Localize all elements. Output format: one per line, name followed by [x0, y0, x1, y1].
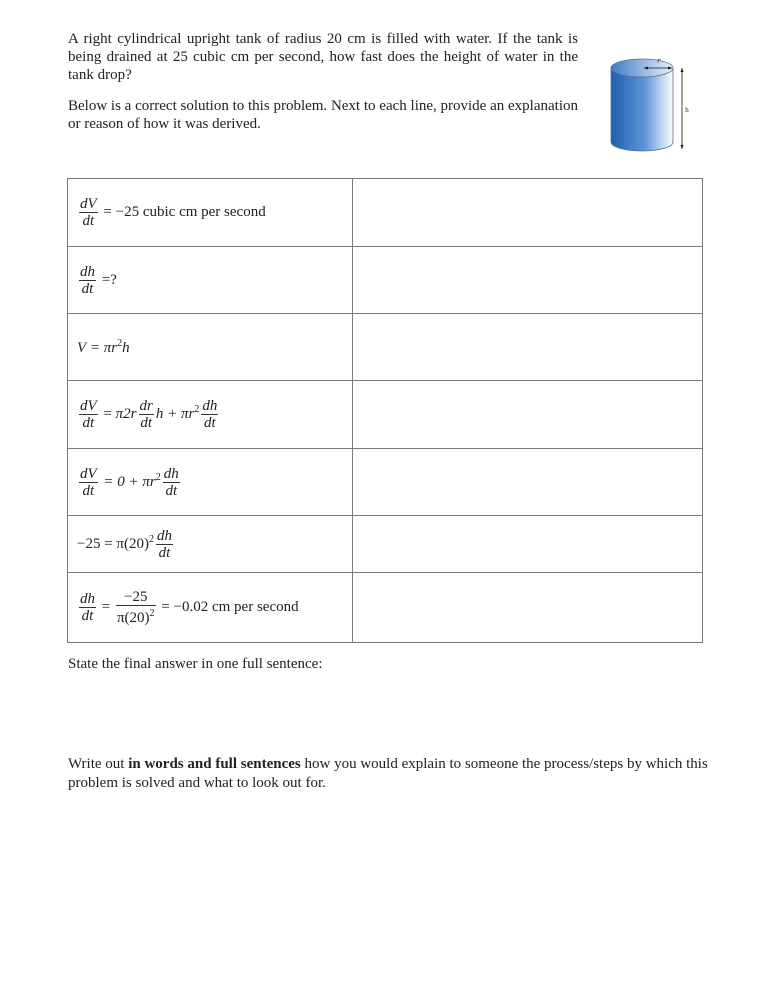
table-row [68, 449, 703, 516]
table-row [68, 314, 703, 381]
solution-step-3: $V = \pi r^2h$ [68, 314, 353, 381]
solution-step-2: $\frac{dh}{dt}$ =? [68, 247, 353, 314]
table-row [68, 247, 703, 314]
explanation-cell-2[interactable] [353, 247, 703, 314]
table-row [68, 179, 703, 247]
radius-label: r [657, 57, 661, 65]
solution-step-7: $\frac{dh}{dt}$ = $\frac{-25}{\pi(20)^2}$ = −0.02 cm per second [68, 573, 353, 643]
solution-step-1: $\frac{dV}{dt}$ = −25 cubic cm per second [68, 179, 353, 247]
table-row [68, 516, 703, 573]
solution-step-5: $\frac{dV}{dt}$ = $0 + \pi r^2$ $\frac{dh}{dt}$ [68, 449, 353, 516]
solution-step-4: $\frac{dV}{dt}$ = π2r $\frac{dr}{dt}$ $h + \pi r^2$ $\frac{dh}{dt}$ [68, 381, 353, 449]
explanation-cell-3[interactable] [353, 314, 703, 381]
fraction: $\frac{dV}{dt}$ [80, 196, 97, 229]
explanation-cell-1[interactable] [353, 179, 703, 247]
table-row [68, 381, 703, 449]
solution-step-6: $-25 = \pi(20)^2$ $\frac{dh}{dt}$ [68, 516, 353, 573]
explanation-prompt: Write out in words and full sentences how you would explain to someone the process/steps by which this problem is solved and what to look out for. [68, 756, 708, 791]
problem-statement: A right cylindrical upright tank of radius 20 cm is filled with water. If the tank is being drained at 25 cubic cm per second, how fast does the height of water in the tank drop? [68, 31, 578, 83]
explanation-cell-6[interactable] [353, 516, 703, 573]
fraction: $\frac{dh}{dt}$ [80, 263, 95, 297]
final-answer-prompt: State the final answer in one full sentence: [68, 656, 323, 672]
table-row [68, 573, 703, 643]
explanation-cell-5[interactable] [353, 449, 703, 516]
solution-table [67, 178, 703, 643]
explanation-cell-7[interactable] [353, 573, 703, 643]
explanation-cell-4[interactable] [353, 381, 703, 449]
height-label: h [685, 107, 689, 114]
cylinder-figure [606, 50, 696, 160]
instruction-text: Below is a correct solution to this problem. Next to each line, provide an explanation or reason of how it was derived. [68, 98, 578, 132]
